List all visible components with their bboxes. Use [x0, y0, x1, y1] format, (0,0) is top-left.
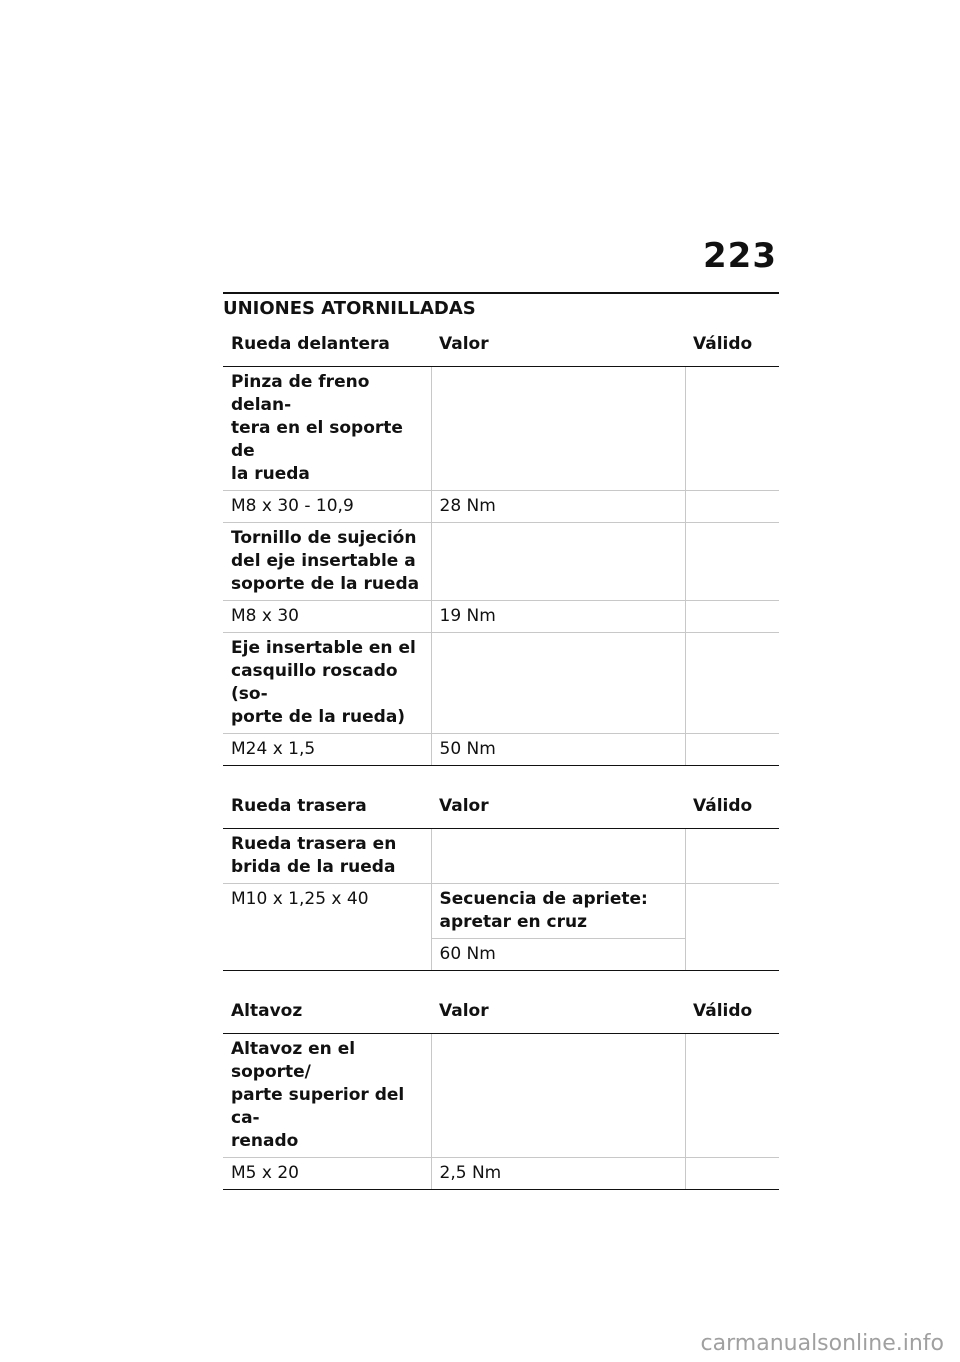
value-cell: [431, 367, 685, 491]
table-header-row: [223, 991, 779, 1034]
valid-cell: [685, 601, 779, 633]
table-row: [223, 1034, 779, 1158]
value-cell: [431, 1034, 685, 1158]
page-number: 223: [703, 236, 777, 276]
valid-cell: [685, 884, 779, 971]
header-value: Valor: [431, 786, 685, 829]
table-row: [223, 884, 779, 939]
table-row: [223, 523, 779, 601]
component-desc: Rueda trasera en brida de la rueda: [223, 829, 431, 884]
section-title: UNIONES ATORNILLADAS: [223, 292, 779, 324]
header-component: Rueda trasera: [223, 786, 431, 829]
bolt-spec: M5 x 20: [223, 1158, 431, 1190]
watermark-text: carmanualsonline.info: [700, 1331, 944, 1356]
value-cell: [431, 829, 685, 884]
torque-value: 60 Nm: [431, 939, 685, 971]
bolt-spec: M24 x 1,5: [223, 734, 431, 766]
valid-cell: [685, 734, 779, 766]
bolt-spec: M10 x 1,25 x 40: [223, 884, 431, 971]
table-row: [223, 491, 779, 523]
value-cell: [431, 523, 685, 601]
bolt-spec: M8 x 30: [223, 601, 431, 633]
component-desc: Altavoz en el soporte/ parte superior del ca- renado: [223, 1034, 431, 1158]
value-cell: [431, 633, 685, 734]
torque-value: 50 Nm: [431, 734, 685, 766]
bolted-joints-section: [223, 292, 779, 1190]
torque-value: 2,5 Nm: [431, 1158, 685, 1190]
header-valid: Válido: [685, 324, 779, 367]
valid-cell: [685, 491, 779, 523]
bolt-spec: M8 x 30 - 10,9: [223, 491, 431, 523]
component-desc: Pinza de freno delan- tera en el soporte de la rueda: [223, 367, 431, 491]
header-value: Valor: [431, 324, 685, 367]
component-desc: Eje insertable en el casquillo roscado (so- porte de la rueda): [223, 633, 431, 734]
table-header-row: [223, 786, 779, 829]
valid-cell: [685, 1034, 779, 1158]
header-value: Valor: [431, 991, 685, 1034]
rear-wheel-table: [223, 786, 779, 971]
table-row: [223, 829, 779, 884]
torque-value: 28 Nm: [431, 491, 685, 523]
valid-cell: [685, 633, 779, 734]
table-row: [223, 633, 779, 734]
front-wheel-table: [223, 324, 779, 766]
header-valid: Válido: [685, 991, 779, 1034]
header-component: Altavoz: [223, 991, 431, 1034]
tightening-sequence: Secuencia de apriete: apretar en cruz: [431, 884, 685, 939]
header-component: Rueda delantera: [223, 324, 431, 367]
table-row: [223, 601, 779, 633]
table-header-row: [223, 324, 779, 367]
valid-cell: [685, 367, 779, 491]
valid-cell: [685, 523, 779, 601]
valid-cell: [685, 829, 779, 884]
header-valid: Válido: [685, 786, 779, 829]
table-row: [223, 734, 779, 766]
torque-value: 19 Nm: [431, 601, 685, 633]
speaker-table: [223, 991, 779, 1190]
component-desc: Tornillo de sujeción del eje insertable a soporte de la rueda: [223, 523, 431, 601]
valid-cell: [685, 1158, 779, 1190]
table-row: [223, 367, 779, 491]
table-row: [223, 1158, 779, 1190]
